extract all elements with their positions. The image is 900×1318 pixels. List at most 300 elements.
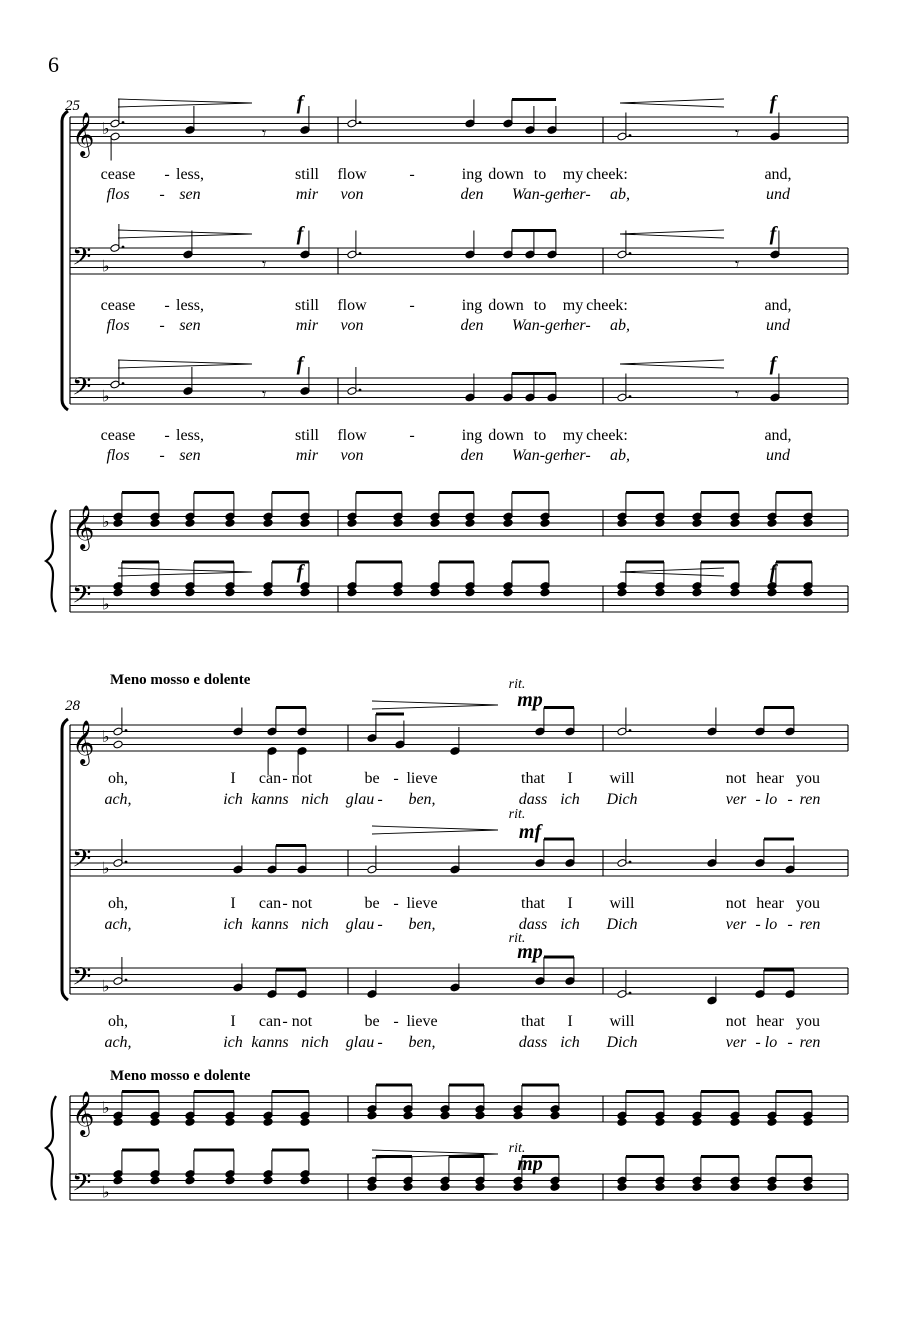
lyric-syllable: ach, (104, 1034, 132, 1051)
note (803, 519, 813, 528)
lyric-line (104, 1034, 820, 1051)
lyric-line (101, 427, 792, 444)
lyric-syllable: - (377, 916, 383, 933)
note (767, 1157, 777, 1185)
crescendo-hairpin (620, 230, 724, 238)
lyric-syllable: - (393, 770, 399, 787)
note (347, 231, 362, 259)
lyric-syllable: flos (106, 186, 130, 203)
note (655, 1157, 665, 1185)
note (110, 132, 120, 160)
dynamic-forte: f (769, 353, 777, 375)
lyric-syllable: not (725, 895, 747, 912)
lyric-line (106, 317, 791, 334)
lyric-syllable: - (787, 916, 793, 933)
note (617, 839, 632, 867)
note (367, 1183, 377, 1192)
lyric-syllable: - (377, 1034, 383, 1051)
lyric-syllable: Dich (606, 1034, 638, 1051)
lyric-syllable: kanns (251, 791, 289, 808)
lyric-syllable: still (294, 297, 320, 314)
lyric-syllable: not (291, 1013, 313, 1030)
note (465, 588, 475, 597)
note (692, 562, 702, 590)
lyric-syllable: I (230, 770, 236, 787)
lyric-syllable: be (364, 770, 380, 787)
note (185, 562, 195, 590)
note (550, 1183, 560, 1192)
lyric-syllable: that (521, 895, 545, 912)
crescendo-hairpin (620, 568, 724, 576)
note (655, 588, 665, 597)
lyric-syllable: and, (764, 166, 792, 183)
lyric-syllable: und (766, 317, 790, 334)
note (403, 1157, 413, 1185)
lyric-syllable: - (409, 427, 415, 444)
lyric-syllable: that (521, 1013, 545, 1030)
flat-icon: ♭ (102, 858, 110, 878)
flat-icon: ♭ (102, 727, 110, 746)
note (113, 588, 123, 597)
lyric-syllable: will (609, 770, 635, 787)
note (225, 493, 235, 521)
flat-icon: ♭ (102, 119, 110, 138)
eighth-rest-icon: 𝄾 (735, 384, 740, 404)
note (655, 1118, 665, 1127)
brace-icon (46, 510, 56, 612)
lyric-syllable: - (282, 770, 288, 787)
note (233, 708, 243, 736)
staff (70, 586, 848, 612)
lyric-syllable: ren (799, 1034, 821, 1051)
note (503, 588, 513, 597)
note (475, 1111, 485, 1120)
lyric-syllable: you (796, 895, 820, 912)
note (113, 839, 128, 867)
bracket-icon (62, 111, 68, 410)
note (617, 708, 632, 736)
note (475, 1085, 485, 1113)
note (263, 493, 273, 521)
note (475, 1157, 485, 1185)
lyric-syllable: ich (223, 1034, 243, 1051)
lyric-syllable: will (609, 1013, 635, 1030)
lyric-syllable: that (521, 770, 545, 787)
note (803, 1183, 813, 1192)
lyric-syllable: her (564, 317, 586, 334)
flat-icon: ♭ (102, 1182, 110, 1202)
note (225, 519, 235, 528)
lyric-syllable: - (755, 916, 761, 933)
lyric-syllable: my (562, 427, 584, 444)
svg-text:𝄞: 𝄞 (72, 1091, 95, 1135)
dynamic-forte: f (296, 561, 304, 583)
note (113, 740, 123, 749)
lyric-syllable: to (533, 166, 547, 183)
note (730, 1157, 740, 1185)
note (503, 519, 513, 528)
dynamic-forte: f (296, 353, 304, 375)
note (263, 1176, 273, 1185)
lyric-syllable: - (755, 791, 761, 808)
lyric-syllable: oh, (108, 895, 128, 912)
note (300, 493, 310, 521)
lyric-syllable: still (294, 166, 320, 183)
dynamic-forte: f (769, 92, 777, 114)
dynamic-forte: f (769, 561, 777, 583)
lyric-syllable: be (364, 895, 380, 912)
note (767, 588, 777, 597)
lyric-syllable: flos (106, 447, 130, 464)
note (393, 588, 403, 597)
note (367, 714, 377, 742)
lyric-syllable: you (796, 1013, 820, 1030)
note (225, 562, 235, 590)
lyric-syllable: Dich (606, 791, 638, 808)
svg-text:𝄢: 𝄢 (72, 962, 92, 998)
eighth-rest-icon: 𝄾 (262, 384, 267, 404)
lyric-syllable: lieve (406, 770, 438, 787)
note (730, 519, 740, 528)
note (692, 1157, 702, 1185)
lyric-syllable: to (533, 297, 547, 314)
note (430, 493, 440, 521)
decrescendo-hairpin (372, 826, 498, 834)
lyric-syllable: lo (764, 791, 778, 808)
lyric-syllable: be (364, 1013, 380, 1030)
tempo-marking: Meno mosso e dolente (110, 672, 251, 688)
treble-clef-icon (72, 720, 110, 766)
note (150, 562, 160, 590)
note (525, 231, 535, 259)
note (803, 493, 813, 521)
note (403, 1085, 413, 1113)
note (565, 708, 575, 736)
note (185, 106, 195, 134)
lyric-syllable: and, (764, 297, 792, 314)
flat-icon: ♭ (102, 386, 110, 406)
note (393, 562, 403, 590)
lyric-syllable: can (258, 895, 282, 912)
note (767, 493, 777, 521)
note (755, 839, 765, 867)
note (263, 1118, 273, 1127)
treble-clef-icon (72, 112, 110, 158)
note (185, 588, 195, 597)
lyric-syllable: dass (518, 1034, 548, 1051)
note (440, 1183, 450, 1192)
lyric-syllable: ren (799, 791, 821, 808)
lyric-syllable: glau (345, 1034, 375, 1051)
note (403, 1183, 413, 1192)
note (617, 562, 627, 590)
note (617, 588, 627, 597)
ritardando-marking: rit. (508, 1141, 526, 1156)
lyric-syllable: ren (799, 916, 821, 933)
note (465, 562, 475, 590)
note (655, 493, 665, 521)
note (465, 493, 475, 521)
note (113, 708, 128, 736)
lyric-syllable: von (340, 317, 364, 334)
flat-icon: ♭ (102, 976, 110, 996)
lyric-line (101, 297, 792, 314)
lyric-syllable: und (766, 186, 790, 203)
note (565, 839, 575, 867)
lyric-syllable: cheek: (586, 166, 628, 183)
note (300, 588, 310, 597)
decrescendo-hairpin (118, 99, 252, 107)
note (692, 588, 702, 597)
lyric-syllable: oh, (108, 1013, 128, 1030)
lyric-syllable: ing (461, 427, 483, 444)
note (297, 708, 307, 736)
dynamic-forte: f (296, 92, 304, 114)
dynamic-mp: mp (517, 1153, 543, 1175)
dynamic-forte: f (296, 223, 304, 245)
lyric-syllable: - (282, 895, 288, 912)
note (113, 1150, 123, 1178)
note (430, 562, 440, 590)
lyric-line (108, 770, 820, 787)
note (617, 519, 627, 528)
lyric-syllable: - (164, 166, 170, 183)
note (225, 588, 235, 597)
lyric-syllable: dass (518, 791, 548, 808)
lyric-syllable: ab, (610, 447, 630, 464)
lyric-syllable: kanns (251, 1034, 289, 1051)
note (110, 361, 125, 389)
measure-number: 25 (65, 98, 80, 114)
lyric-syllable: cease (100, 166, 136, 183)
note (465, 100, 475, 128)
note (150, 519, 160, 528)
lyric-syllable: ach, (104, 791, 132, 808)
lyric-line (108, 895, 820, 912)
note (503, 100, 513, 128)
decrescendo-hairpin (118, 568, 252, 576)
dynamic-mf: mf (518, 821, 542, 843)
lyric-syllable: sen (179, 186, 201, 203)
lyric-syllable: down (488, 297, 524, 314)
treble-clef-icon (72, 505, 110, 551)
note (113, 1118, 123, 1127)
lyric-line (104, 916, 820, 933)
lyric-syllable: - (164, 427, 170, 444)
note (347, 519, 357, 528)
note (513, 1085, 523, 1113)
lyric-syllable: ver (725, 791, 747, 808)
note (430, 519, 440, 528)
note (803, 562, 813, 590)
lyric-syllable: ich (223, 916, 243, 933)
lyric-syllable: lieve (406, 895, 438, 912)
note (550, 1085, 560, 1113)
note (767, 1118, 777, 1127)
note (785, 708, 795, 736)
lyric-syllable: mir (295, 447, 319, 464)
note (547, 106, 557, 134)
svg-text:𝄢: 𝄢 (72, 372, 92, 408)
lyric-syllable: ab, (610, 186, 630, 203)
note (393, 493, 403, 521)
lyric-syllable: I (230, 1013, 236, 1030)
lyric-syllable: mir (295, 317, 319, 334)
note (617, 1118, 627, 1127)
lyric-syllable: ver (725, 916, 747, 933)
lyric-syllable: - (585, 186, 591, 203)
lyric-syllable: can (258, 770, 282, 787)
lyric-line (106, 186, 791, 203)
lyric-syllable: Dich (606, 916, 638, 933)
note (263, 588, 273, 597)
note (730, 493, 740, 521)
lyric-syllable: - (409, 166, 415, 183)
note (440, 1085, 450, 1113)
note (393, 519, 403, 528)
lyric-syllable: hear (756, 1013, 784, 1030)
note (550, 1111, 560, 1120)
eighth-rest-icon: 𝄾 (735, 123, 740, 143)
lyric-syllable: flow (337, 166, 367, 183)
lyric-syllable: und (766, 447, 790, 464)
note (755, 708, 765, 736)
note (347, 367, 362, 395)
lyric-syllable: - (393, 895, 399, 912)
lyric-syllable: Wan-gen (511, 447, 569, 464)
dynamic-forte: f (769, 223, 777, 245)
note (540, 588, 550, 597)
note (535, 708, 545, 736)
lyric-syllable: ich (560, 1034, 580, 1051)
note (547, 231, 557, 259)
svg-text:𝄞: 𝄞 (72, 112, 95, 156)
flat-icon: ♭ (102, 1098, 110, 1117)
note (617, 1157, 627, 1185)
lyric-syllable: - (787, 791, 793, 808)
lyric-syllable: cease (100, 427, 136, 444)
note (347, 100, 362, 128)
note (185, 1118, 195, 1127)
crescendo-hairpin (620, 360, 724, 368)
ritardando-marking: rit. (508, 677, 526, 692)
note (692, 493, 702, 521)
lyric-syllable: kanns (251, 916, 289, 933)
svg-text:𝄢: 𝄢 (72, 844, 92, 880)
lyric-syllable: her (564, 186, 586, 203)
note (692, 519, 702, 528)
lyric-syllable: sen (179, 447, 201, 464)
lyric-syllable: ben, (408, 916, 436, 933)
note (185, 1150, 195, 1178)
note (540, 562, 550, 590)
lyric-syllable: - (585, 317, 591, 334)
note (440, 1157, 450, 1185)
lyric-syllable: cheek: (586, 297, 628, 314)
lyric-syllable: den (460, 317, 484, 334)
brace-icon (46, 1096, 56, 1200)
note (503, 562, 513, 590)
lyric-syllable: - (164, 297, 170, 314)
note (655, 562, 665, 590)
lyric-syllable: and, (764, 427, 792, 444)
note (707, 839, 717, 867)
decrescendo-hairpin (372, 701, 498, 709)
lyric-line (106, 447, 791, 464)
decrescendo-hairpin (118, 360, 252, 368)
lyric-syllable: not (725, 770, 747, 787)
note (225, 1150, 235, 1178)
lyric-syllable: lo (764, 1034, 778, 1051)
lyric-syllable: to (533, 427, 547, 444)
flat-icon: ♭ (102, 256, 110, 276)
lyric-syllable: glau (345, 916, 375, 933)
lyric-syllable: ich (560, 791, 580, 808)
lyric-syllable: - (159, 447, 165, 464)
lyric-syllable: lo (764, 916, 778, 933)
note (503, 231, 513, 259)
lyric-syllable: hear (756, 770, 784, 787)
svg-text:𝄢: 𝄢 (72, 242, 92, 278)
lyric-syllable: Wan-gen (511, 186, 569, 203)
note (513, 1183, 523, 1192)
crescendo-hairpin (620, 99, 724, 107)
note (707, 708, 717, 736)
lyric-syllable: down (488, 427, 524, 444)
svg-text:𝄢: 𝄢 (72, 1168, 92, 1204)
lyric-syllable: ben, (408, 1034, 436, 1051)
eighth-rest-icon: 𝄾 (262, 123, 267, 143)
lyric-syllable: not (291, 770, 313, 787)
note (113, 957, 128, 985)
note (225, 1118, 235, 1127)
lyric-syllable: her (564, 447, 586, 464)
note (803, 588, 813, 597)
note (535, 839, 545, 867)
note (430, 588, 440, 597)
lyric-syllable: less, (176, 427, 204, 444)
note (513, 1111, 523, 1120)
lyric-syllable: less, (176, 297, 204, 314)
note (150, 588, 160, 597)
lyric-syllable: - (787, 1034, 793, 1051)
note (347, 588, 357, 597)
note (300, 1118, 310, 1127)
svg-text:𝄞: 𝄞 (72, 720, 95, 764)
lyric-syllable: I (567, 770, 573, 787)
note (113, 519, 123, 528)
lyric-syllable: still (294, 427, 320, 444)
lyric-syllable: nich (301, 791, 329, 808)
lyric-syllable: flos (106, 317, 130, 334)
note (767, 519, 777, 528)
note (150, 1150, 160, 1178)
note (465, 231, 475, 259)
note (300, 519, 310, 528)
lyric-syllable: ing (461, 166, 483, 183)
lyric-syllable: von (340, 186, 364, 203)
svg-text:𝄞: 𝄞 (72, 505, 95, 549)
note (803, 1157, 813, 1185)
note (367, 1085, 377, 1113)
note (300, 1176, 310, 1185)
lyric-syllable: I (230, 895, 236, 912)
lyric-syllable: hear (756, 895, 784, 912)
lyric-syllable: will (609, 895, 635, 912)
lyric-syllable: not (291, 895, 313, 912)
lyric-syllable: down (488, 166, 524, 183)
note (440, 1111, 450, 1120)
